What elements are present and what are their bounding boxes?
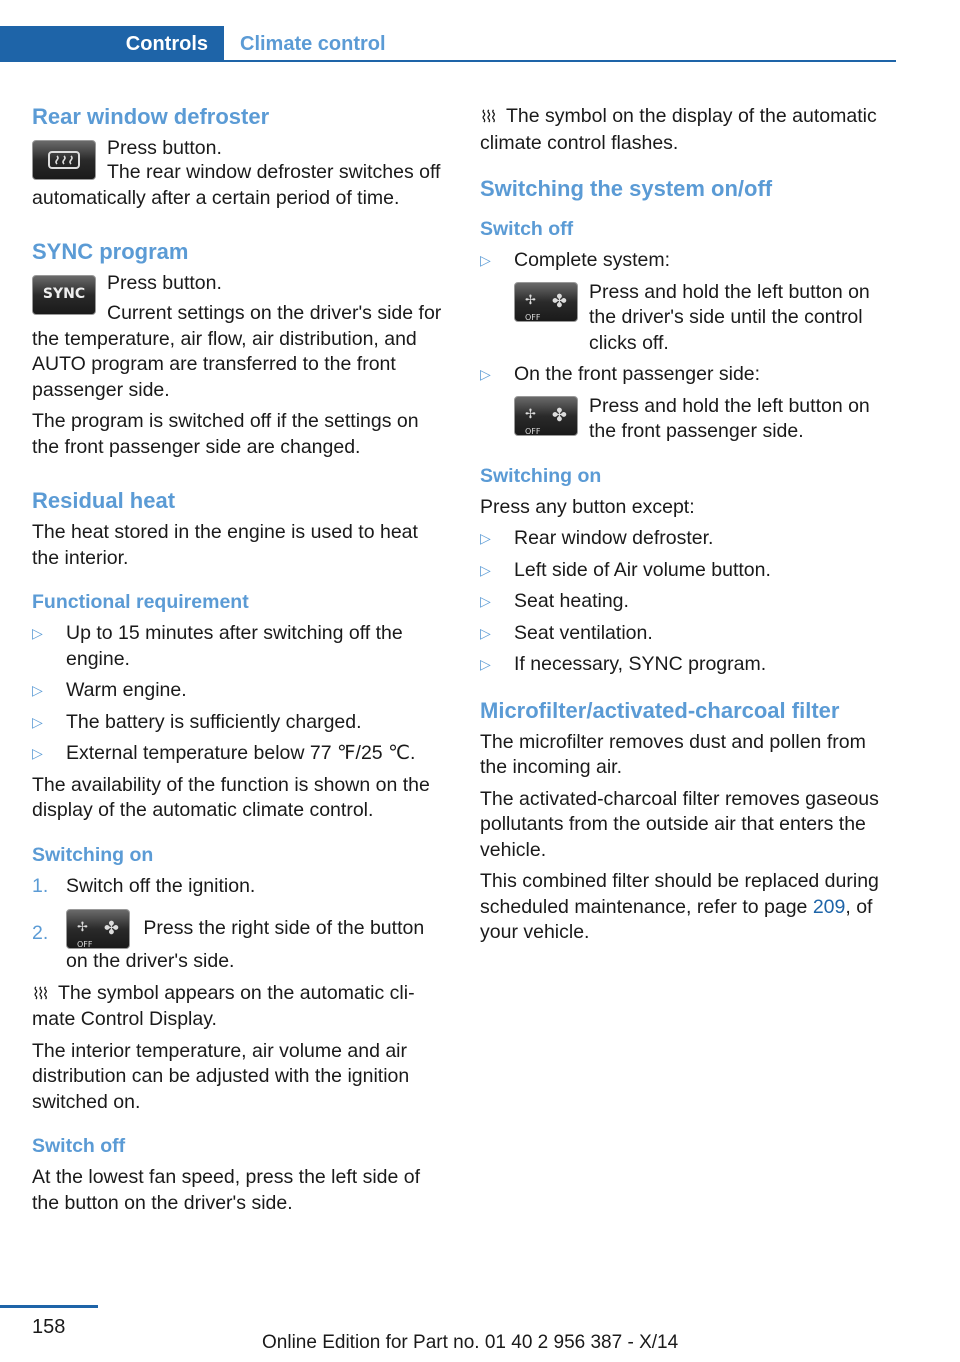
heading-microfilter: Microfilter/activated-charcoal filter xyxy=(480,697,840,723)
sync-description: Current settings on the driver's side for the temperature, air flow, air distribution, and AUTO program are transferred to the front passenger side. xyxy=(32,302,442,401)
page-number: 158 xyxy=(32,1316,66,1338)
triangle-bullet-icon: ▷ xyxy=(480,561,491,578)
filter-paragraph-1: The microfilter removes dust and pollen from the incoming air. xyxy=(480,730,866,778)
rear-defroster-button-image xyxy=(32,140,96,180)
filter-paragraph-3: This combined filter should be replaced during scheduled maintenance, refer to page 209, of your vehicle. xyxy=(480,870,879,943)
triangle-bullet-icon: ▷ xyxy=(480,624,491,641)
list-item: ▷ Rear window defroster. xyxy=(480,526,896,552)
off-fan-button-image: ✢ OFF ✤ xyxy=(66,909,130,949)
except-list xyxy=(480,526,896,678)
triangle-bullet-icon: ▷ xyxy=(32,745,43,761)
list-item: 1. Switch off the ignition. xyxy=(32,874,256,897)
sync-button-image: SYNC xyxy=(32,275,96,315)
heading-switch-off: Switch off xyxy=(32,1135,126,1157)
footer-rule xyxy=(0,1305,98,1308)
defroster-instruction xyxy=(32,136,446,180)
fan-small-icon: ✢ xyxy=(525,291,536,307)
residual-heat-icon: ⌇⌇⌇ xyxy=(32,985,47,1003)
list-item: ▷ Warm engine. xyxy=(32,678,446,704)
switch-on-steps xyxy=(32,874,446,975)
rear-defroster-icon xyxy=(47,148,81,172)
sync-press-text: Press button. xyxy=(107,272,222,294)
fan-small-icon: ✢ xyxy=(77,919,88,934)
list-item: ▷ Seat ventilation. xyxy=(480,621,896,647)
edition-text: Online Edition for Part no. 01 40 2 956 387 - X/14 xyxy=(262,1332,679,1353)
list-item: ▷ If necessary, SYNC program. xyxy=(480,652,896,678)
heading-switching-on: Switching on xyxy=(32,843,154,866)
list-item: 2. ✢ OFF ✤ Press the right side of the button on the driver's side. xyxy=(32,909,446,975)
filter-paragraph-2: The activated-charcoal filter removes gaseous pollutants from the outside air that enters the vehicle. xyxy=(480,787,879,861)
list-item: ▷ Left side of Air volume button. xyxy=(480,558,896,584)
fan-small-icon: ✢ xyxy=(525,405,536,421)
press-button-text: Press button. xyxy=(107,137,222,159)
heading-switch-off-right: Switch off xyxy=(480,218,574,240)
fan-icon: ✤ xyxy=(103,918,119,938)
availability-text: The availability of the function is shown on the display of the automatic climate control. xyxy=(32,773,430,821)
triangle-bullet-icon: ▷ xyxy=(32,682,43,698)
tab-controls[interactable]: Controls xyxy=(0,26,224,62)
passenger-instruction: ✢ OFF ✤ Press and hold the left button on the front passenger side. xyxy=(514,394,896,445)
list-item: ▷ Up to 15 minutes after switching off the engine. xyxy=(32,622,403,670)
triangle-bullet-icon: ▷ xyxy=(480,252,491,268)
triangle-bullet-icon: ▷ xyxy=(480,656,491,672)
sync-description-2: The program is switched off if the settings on the front passenger side are changed. xyxy=(32,410,419,458)
complete-system-instruction: ✢ OFF ✤ Press and hold the left button on the driver's side until the control clicks off. xyxy=(514,280,896,357)
list-item: ▷ On the front passenger side: ✢ OFF ✤ Press and hold the left button on the front passenger side. xyxy=(480,362,896,445)
adjust-text: The interior temperature, air volume and air distribution can be adjusted with the ignition switched on. xyxy=(32,1039,410,1113)
list-item: ▷ The battery is sufficiently charged. xyxy=(32,710,446,736)
symbol-appears-text: ⌇⌇⌇ The symbol appears on the automatic climate Control Display. xyxy=(32,981,415,1030)
list-item: ▷ External temperature below 77 ℉/25 ℃. xyxy=(32,741,446,767)
right-column xyxy=(480,100,896,952)
press-any-text: Press any button except: xyxy=(480,495,695,518)
heading-functional-requirement: Functional requirement xyxy=(32,591,249,613)
defroster-description: The rear window defroster switches off automatically after a certain period of time. xyxy=(32,161,441,209)
tab-climate-control[interactable]: Climate control xyxy=(240,32,386,55)
heading-rear-window-defroster: Rear window defroster xyxy=(32,104,270,129)
heading-switching-on-right: Switching on xyxy=(480,464,602,487)
heading-sync-program: SYNC program xyxy=(32,239,189,264)
triangle-bullet-icon: ▷ xyxy=(32,713,43,730)
switch-off-list xyxy=(480,248,896,445)
fan-icon: ✤ xyxy=(551,404,567,425)
heading-residual-heat: Residual heat xyxy=(32,488,176,513)
heading-switching-system: Switching the system on/off xyxy=(480,176,773,201)
list-item: ▷ Complete system: ✢ OFF ✤ Press and hold the left button on the driver's side until the control clicks off. xyxy=(480,248,896,356)
fan-icon: ✤ xyxy=(551,290,567,311)
list-item: ▷ Seat heating. xyxy=(480,589,896,615)
sync-instruction xyxy=(32,271,446,315)
triangle-bullet-icon: ▷ xyxy=(32,625,43,641)
off-fan-button-image: ✢ OFF ✤ xyxy=(514,396,578,436)
left-column xyxy=(32,100,446,1222)
requirement-list xyxy=(32,621,446,767)
triangle-bullet-icon: ▷ xyxy=(480,530,491,546)
symbol-flashes-text: ⌇⌇⌇ The symbol on the display of the automatic climate control flashes. xyxy=(480,105,877,154)
residual-heat-icon: ⌇⌇⌇ xyxy=(480,109,495,126)
switch-off-text: At the lowest fan speed, press the left side of the button on the driver's side. xyxy=(32,1166,421,1214)
triangle-bullet-icon: ▷ xyxy=(480,366,491,382)
chapter-tab-bar xyxy=(0,26,896,62)
page-reference-link[interactable]: 209 xyxy=(812,895,846,918)
off-fan-button-image: ✢ OFF ✤ xyxy=(514,282,578,322)
triangle-bullet-icon: ▷ xyxy=(480,593,491,609)
residual-intro: The heat stored in the engine is used to heat the interior. xyxy=(32,521,418,569)
